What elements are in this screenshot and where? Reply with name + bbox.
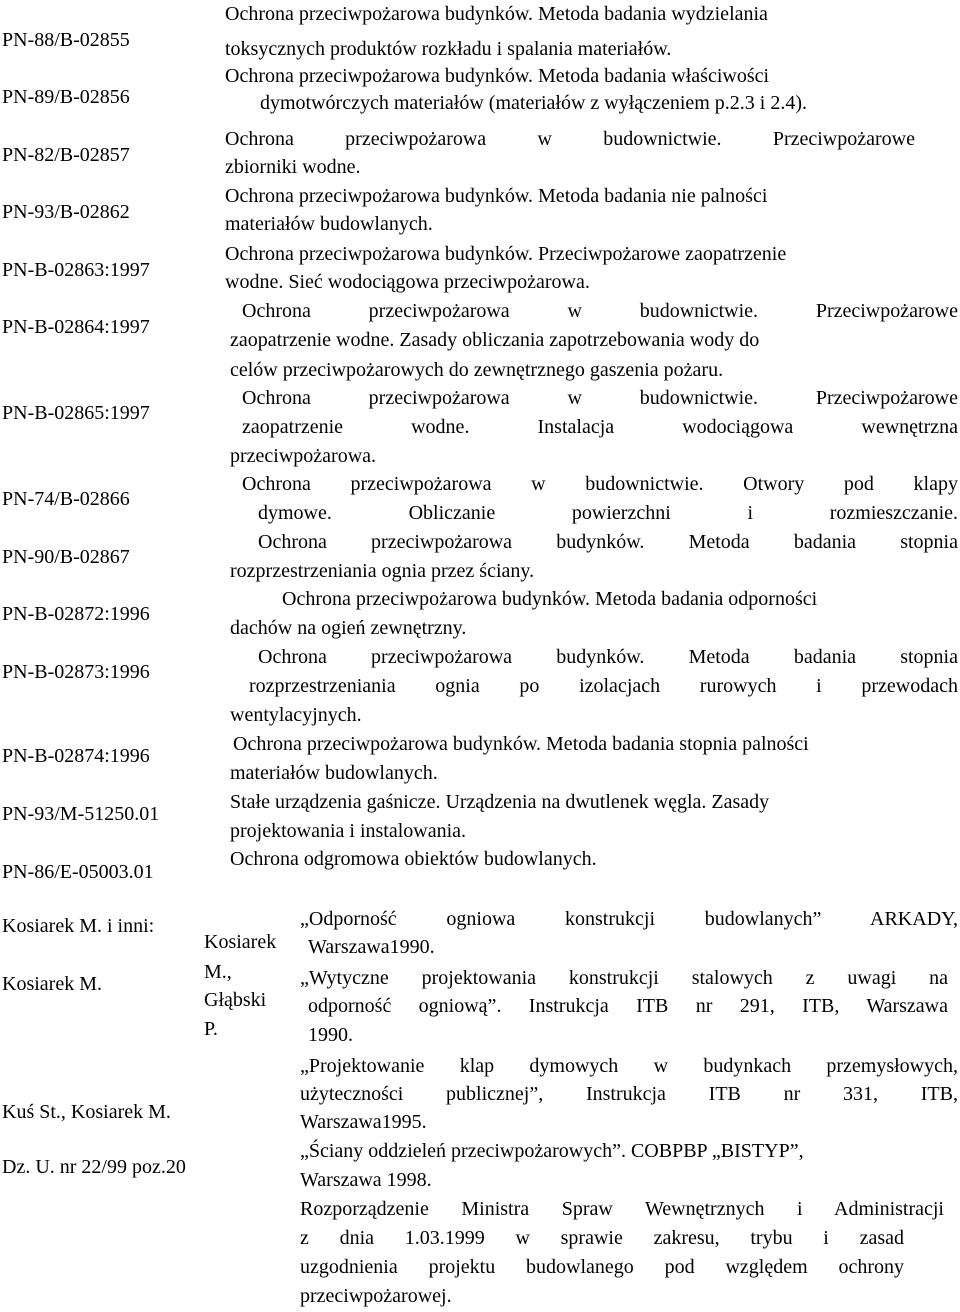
standard-title-line: Ochrona przeciwpożarowa w budownictwie. Przeciwpożarowe: [242, 387, 958, 409]
standard-code: PN-B-02872:1996: [2, 603, 150, 625]
standard-code: PN-93/B-02862: [2, 201, 130, 223]
standard-title-line: toksycznych produktów rozkładu i spalania materiałów.: [225, 38, 672, 60]
standard-title-line: przeciwpożarowa.: [230, 445, 377, 467]
standard-title-line: dymotwórczych materiałów (materiałów z wyłączeniem p.2.3 i 2.4).: [260, 92, 808, 114]
standard-title-line: Ochrona przeciwpożarowa w budownictwie. Otwory pod klapy: [242, 473, 958, 495]
standard-code: PN-B-02864:1997: [2, 316, 150, 338]
standard-title-line: zbiorniki wodne.: [225, 156, 361, 178]
coauthor-name: P.: [204, 1018, 218, 1040]
coauthor-name: Kosiarek: [204, 931, 277, 953]
standard-code: PN-B-02865:1997: [2, 402, 150, 424]
reference-line: „Ściany oddzieleń przeciwpożarowych”. COBPBP „BISTYP”,: [300, 1140, 804, 1162]
standard-title-line: Ochrona przeciwpożarowa budynków. Metoda badania stopnia: [258, 531, 958, 553]
standard-code: PN-B-02863:1997: [2, 259, 150, 281]
standard-title-line: dachów na ogień zewnętrzny.: [230, 617, 467, 639]
standard-title-line: zaopatrzenie wodne. Zasady obliczania zapotrzebowania wody do: [230, 329, 760, 351]
standard-title-line: Ochrona przeciwpożarowa budynków. Przeciwpożarowe zaopatrzenie: [225, 243, 787, 265]
standard-title-line: rozprzestrzeniania ognia po izolacjach rurowych i przewodach: [249, 675, 958, 697]
author-name: Kuś St., Kosiarek M.: [2, 1101, 171, 1123]
standard-title-line: Ochrona przeciwpożarowa budynków. Metoda badania stopnia palności: [233, 733, 809, 755]
reference-line: „Wytyczne projektowania konstrukcji stalowych z uwagi na: [300, 967, 948, 989]
reference-line: użyteczności publicznej”, Instrukcja ITB nr 331, ITB,: [300, 1083, 958, 1105]
reference-line: przeciwpożarowej.: [300, 1285, 452, 1307]
reference-line: Warszawa1995.: [300, 1111, 427, 1133]
standard-title-line: Ochrona przeciwpożarowa w budownictwie. Przeciwpożarowe: [242, 300, 958, 322]
coauthor-name: M.,: [204, 961, 232, 983]
standard-code: PN-B-02873:1996: [2, 661, 150, 683]
standard-title-line: dymowe. Obliczanie powierzchni i rozmieszczanie.: [258, 502, 958, 524]
author-name: Kosiarek M.: [2, 973, 102, 995]
standard-title-line: wodne. Sieć wodociągowa przeciwpożarowa.: [225, 271, 590, 293]
standard-title-line: Ochrona przeciwpożarowa budynków. Metoda badania właściwości: [225, 65, 770, 87]
standard-title-line: Ochrona przeciwpożarowa budynków. Metoda badania stopnia: [258, 646, 958, 668]
reference-line: uzgodnienia projektu budowlanego pod względem ochrony: [300, 1256, 904, 1278]
reference-line: odporność ogniową”. Instrukcja ITB nr 291, ITB, Warszawa: [308, 995, 948, 1017]
standard-title-line: materiałów budowlanych.: [225, 213, 433, 235]
reference-line: 1990.: [308, 1024, 353, 1046]
standard-title-line: zaopatrzenie wodne. Instalacja wodociągowa wewnętrzna: [242, 416, 958, 438]
reference-line: „Odporność ogniowa konstrukcji budowlanych” ARKADY,: [300, 908, 958, 930]
standard-code: PN-88/B-02855: [2, 29, 130, 51]
reference-line: Rozporządzenie Ministra Spraw Wewnętrznych i Administracji: [300, 1198, 944, 1220]
standard-title-line: rozprzestrzeniania ognia przez ściany.: [230, 560, 535, 582]
standard-title-line: wentylacyjnych.: [230, 704, 362, 726]
reference-line: Warszawa 1998.: [300, 1169, 432, 1191]
reference-line: z dnia 1.03.1999 w sprawie zakresu, trybu i zasad: [300, 1227, 904, 1249]
standard-code: PN-74/B-02866: [2, 488, 130, 510]
standard-code: PN-93/M-51250.01: [2, 803, 160, 825]
standard-title-line: materiałów budowlanych.: [230, 762, 438, 784]
author-name: Dz. U. nr 22/99 poz.20: [2, 1156, 186, 1178]
coauthor-name: Głąbski: [204, 989, 267, 1011]
standard-title-line: Ochrona przeciwpożarowa budynków. Metoda badania nie palności: [225, 185, 768, 207]
standard-title-line: Stałe urządzenia gaśnicze. Urządzenia na dwutlenek węgla. Zasady: [230, 791, 770, 813]
standard-title-line: celów przeciwpożarowych do zewnętrznego gaszenia pożaru.: [230, 359, 724, 381]
standard-code: PN-82/B-02857: [2, 144, 130, 166]
standard-code: PN-90/B-02867: [2, 546, 130, 568]
standard-code: PN-B-02874:1996: [2, 745, 150, 767]
standard-title-line: Ochrona odgromowa obiektów budowlanych.: [230, 848, 597, 870]
reference-line: „Projektowanie klap dymowych w budynkach przemysłowych,: [300, 1055, 958, 1077]
reference-line: Warszawa1990.: [308, 936, 435, 958]
standard-title-line: Ochrona przeciwpożarowa budynków. Metoda badania odporności: [282, 588, 818, 610]
standard-title-line: projektowania i instalowania.: [230, 820, 467, 842]
standard-code: PN-89/B-02856: [2, 86, 130, 108]
author-name: Kosiarek M. i inni:: [2, 915, 155, 937]
standard-title-line: Ochrona przeciwpożarowa budynków. Metoda badania wydzielania: [225, 3, 768, 25]
standard-title-line: Ochrona przeciwpożarowa w budownictwie. Przeciwpożarowe: [225, 128, 915, 150]
standard-code: PN-86/E-05003.01: [2, 861, 154, 883]
